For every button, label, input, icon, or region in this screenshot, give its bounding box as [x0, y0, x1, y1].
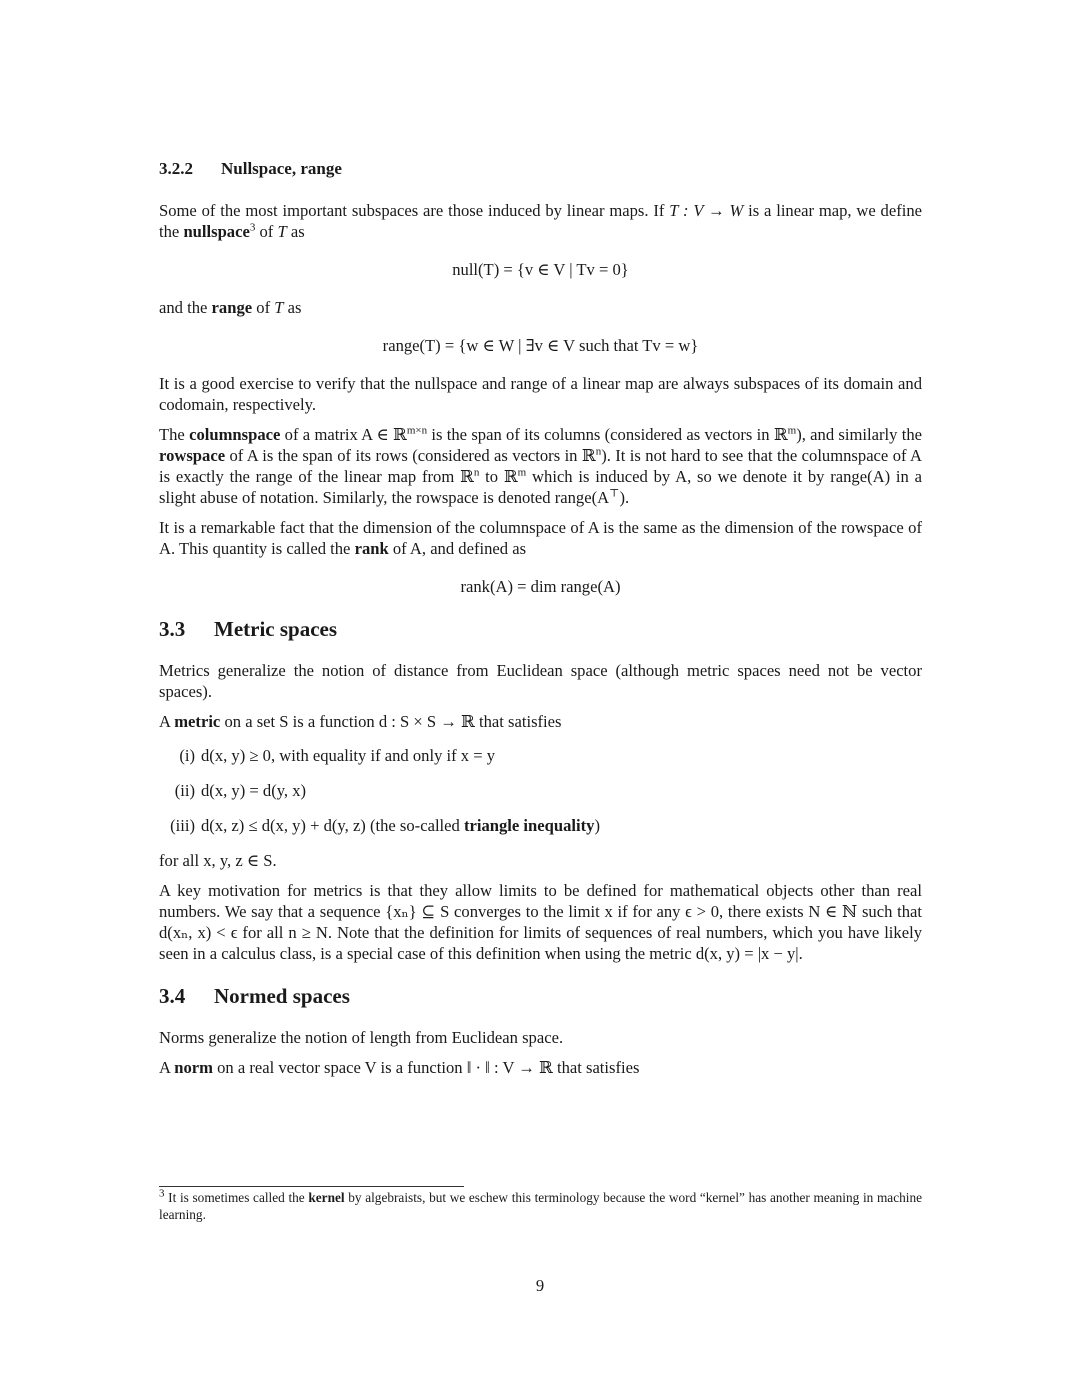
page-body	[159, 158, 922, 1078]
text: It is a remarkable fact that the dimension of the columnspace of A is the same as the dimension of the rowspace of A. This quantity is called the	[159, 518, 922, 558]
list-text: )	[594, 816, 600, 835]
paragraph-columnspace	[159, 424, 922, 508]
paragraph-exercise: It is a good exercise to verify that the nullspace and range of a linear map are always subspaces of its domain and codomain, respectively.	[159, 374, 922, 414]
paragraph-norm-def	[159, 1057, 922, 1078]
subsection-heading-3-2-2	[159, 158, 922, 179]
paragraph-for-all: for all x, y, z ∈ S.	[159, 851, 277, 870]
subsection-number: 3.2.2	[159, 159, 193, 178]
text: The	[159, 425, 185, 444]
superscript: n	[595, 445, 602, 458]
term-rowspace: rowspace	[159, 446, 226, 465]
section-title: Normed spaces	[214, 984, 350, 1008]
paragraph-limits: A key motivation for metrics is that they allow limits to be defined for mathematical objects other than real numbers. We say that a sequence {xₙ} ⊆ S converges to the limit x if for any ϵ > 0, there exists N ∈ ℕ such that d(xₙ, x) < ϵ for all n ≥ N. Note that the definition for limits of sequences of real numbers, which you have likely seen in a calculus class, is a special case of this definition when using the metric d(x, y) = |x − y|.	[159, 881, 922, 963]
metric-properties-list	[159, 745, 922, 836]
text: which is induced by A, so we denote it by range(A) in a slight abuse of notation. Similarly, the rowspace is denoted range(A	[159, 467, 922, 507]
term-metric: metric	[174, 712, 221, 731]
text: as	[290, 222, 305, 241]
section-heading-3-3	[159, 619, 922, 640]
footnote-number: 3	[159, 1187, 165, 1200]
text: A	[159, 712, 171, 731]
equation-rank: rank(A) = dim range(A)	[460, 577, 621, 596]
term-columnspace: columnspace	[189, 425, 281, 444]
text: of	[259, 222, 274, 241]
term-triangle-inequality: triangle inequality	[463, 816, 595, 835]
section-title: Metric spaces	[214, 617, 338, 641]
list-text: d(x, y) = d(y, x)	[201, 781, 307, 800]
text: on a set S is a function d : S × S → ℝ that satisfies	[224, 712, 562, 731]
text: A	[159, 1058, 171, 1077]
list-text: d(x, z) ≤ d(x, y) + d(y, z) (the so-called	[201, 816, 460, 835]
superscript: ⊤	[609, 487, 620, 500]
text: is a linear map, we define the	[159, 201, 923, 241]
math: T : V → W	[669, 201, 744, 220]
text: of	[256, 298, 271, 317]
superscript: m	[517, 466, 527, 479]
term-kernel: kernel	[308, 1190, 345, 1205]
text: of a matrix A ∈ ℝ	[284, 425, 407, 444]
list-label: (i)	[179, 746, 195, 765]
text: to ℝ	[485, 467, 518, 486]
text: as	[287, 298, 302, 317]
text: is the span of its columns (considered as vectors in ℝ	[431, 425, 788, 444]
text: of A, and defined as	[392, 539, 527, 558]
footnote-text: by algebraists, but we eschew this terminology because the word “kernel” has another meaning in machine learning.	[159, 1190, 923, 1222]
paragraph-metric-def	[159, 711, 922, 732]
text: ), and similarly the	[796, 425, 922, 444]
footnote-mark[interactable]: 3	[249, 221, 256, 234]
list-label: (ii)	[174, 781, 195, 800]
paragraph-norms-intro: Norms generalize the notion of length from Euclidean space.	[159, 1028, 564, 1047]
equation-nullspace: null(T) = {v ∈ V | Tv = 0}	[452, 260, 629, 279]
superscript: m	[787, 424, 797, 437]
equation-range: range(T) = {w ∈ W | ∃v ∈ V such that Tv = w}	[382, 336, 699, 355]
paragraph-nullspace-intro	[159, 200, 922, 242]
term-norm: norm	[174, 1058, 213, 1077]
paragraph-range-intro	[159, 297, 922, 318]
term-range: range	[211, 298, 253, 317]
text: ).	[619, 488, 630, 507]
footnote	[159, 1189, 922, 1223]
text: of A is the span of its rows (considered as vectors in ℝ	[229, 446, 596, 465]
math: T	[274, 298, 284, 317]
list-label: (iii)	[170, 816, 195, 835]
paragraph-metrics-intro: Metrics generalize the notion of distance from Euclidean space (although metric spaces need not be vector spaces).	[159, 661, 922, 701]
list-item	[159, 780, 922, 801]
math: T	[277, 222, 287, 241]
section-heading-3-4	[159, 986, 922, 1007]
paragraph-rank	[159, 517, 922, 559]
footnote-rule	[159, 1186, 464, 1187]
text: Some of the most important subspaces are those induced by linear maps. If	[159, 201, 665, 220]
list-item	[159, 745, 922, 766]
superscript: n	[473, 466, 480, 479]
text: and the	[159, 298, 208, 317]
section-number: 3.3	[159, 617, 186, 641]
list-item	[159, 815, 922, 836]
list-text: d(x, y) ≥ 0, with equality if and only if x = y	[201, 746, 496, 765]
section-number: 3.4	[159, 984, 186, 1008]
footnote-text: It is sometimes called the	[168, 1190, 305, 1205]
superscript: m×n	[406, 424, 428, 437]
term-rank: rank	[354, 539, 389, 558]
text: ). It is not hard to see that the columnspace of A is exactly the range of the linear map from ℝ	[159, 446, 922, 486]
subsection-title: Nullspace, range	[221, 159, 342, 178]
term-nullspace: nullspace	[183, 222, 250, 241]
page-number: 9	[535, 1276, 545, 1295]
text: on a real vector space V is a function ‖ · ‖ : V → ℝ that satisfies	[217, 1058, 640, 1077]
